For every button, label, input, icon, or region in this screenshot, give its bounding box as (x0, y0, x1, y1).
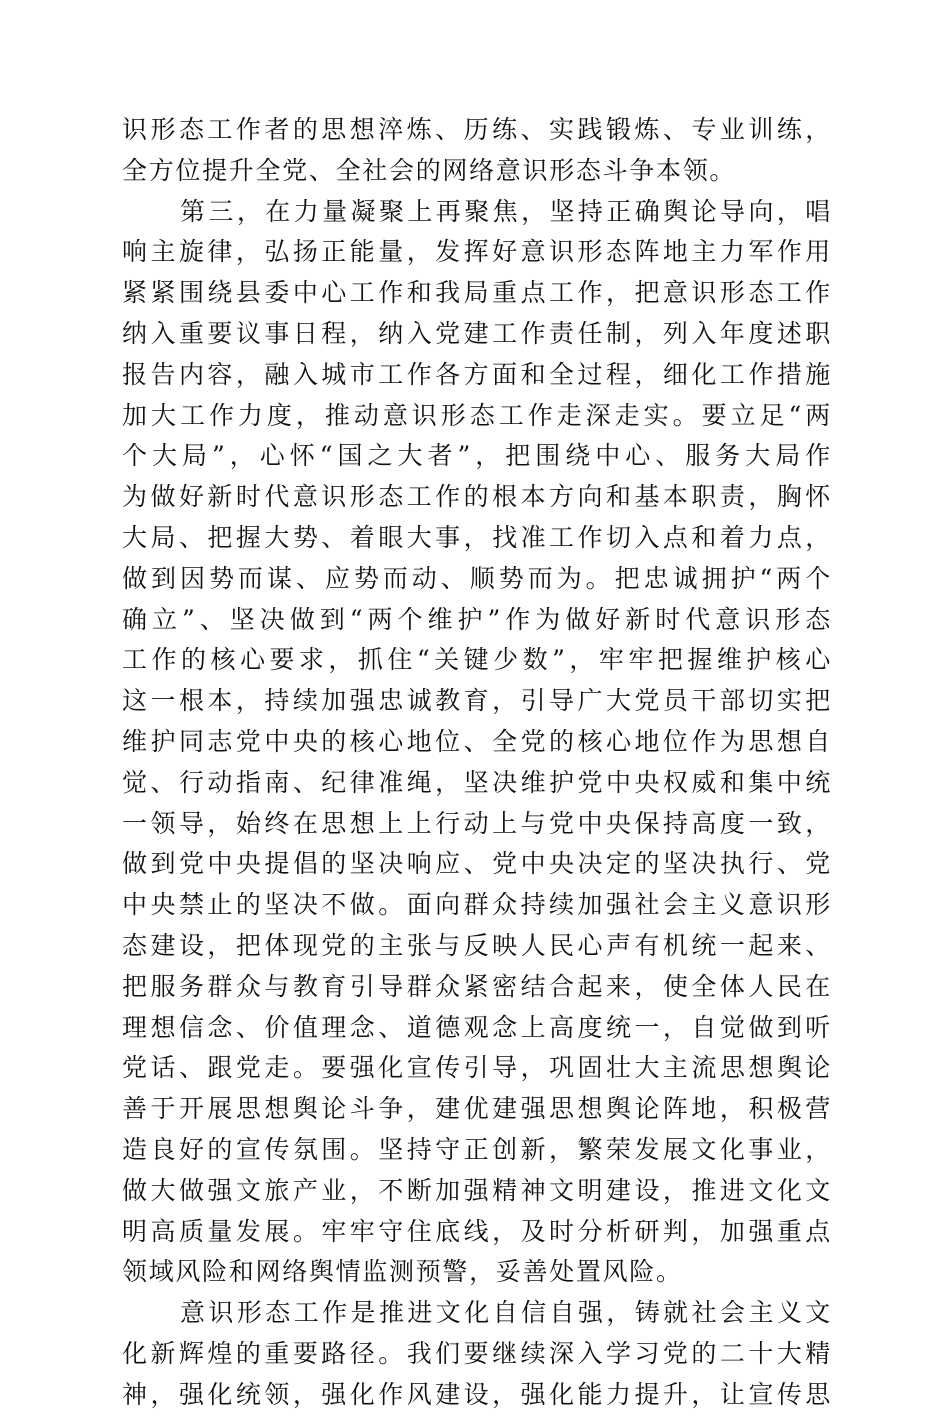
text-line: 报告内容，融入城市工作各方面和全过程，细化工作措施 (122, 359, 832, 389)
text-line: 善于开展思想舆论斗争，建优建强思想舆论阵地，积极营 (122, 1094, 832, 1124)
text-line: 紧紧围绕县委中心工作和我局重点工作，把意识形态工作 (122, 278, 832, 308)
text-line: 维护同志党中央的核心地位、全党的核心地位作为思想自 (122, 726, 832, 756)
text-line: 神，强化统领，强化作风建设，强化能力提升，让宣传思 (122, 1379, 832, 1409)
text-line: 觉、行动指南、纪律准绳，坚决维护党中央权威和集中统 (122, 767, 832, 797)
text-line: 一领导，始终在思想上上行动上与党中央保持高度一致， (122, 808, 832, 838)
text-line: 造良好的宣传氛围。坚持守正创新，繁荣发展文化事业， (122, 1134, 832, 1164)
text-line: 纳入重要议事日程，纳入党建工作责任制，列入年度述职 (122, 318, 832, 348)
text-line: 响主旋律，弘扬正能量，发挥好意识形态阵地主力军作用 (122, 237, 832, 267)
text-line: 党话、跟党走。要强化宣传引导，巩固壮大主流思想舆论 (122, 1053, 832, 1083)
text-line: 识形态工作者的思想淬炼、历练、实践锻炼、专业训练， (122, 115, 832, 144)
text-line: 这一根本，持续加强忠诚教育，引导广大党员干部切实把 (122, 686, 832, 716)
text-line: 把服务群众与教育引导群众紧密结合起来，使全体人民在 (122, 971, 832, 1001)
text-line: 做大做强文旅产业，不断加强精神文明建设，推进文化文 (122, 1175, 832, 1205)
text-line: 确立”、坚决做到“两个维护”作为做好新时代意识形态 (122, 604, 832, 634)
text-line: 化新辉煌的重要路径。我们要继续深入学习党的二十大精 (122, 1338, 832, 1368)
paragraph-first-line: 意识形态工作是推进文化自信自强，铸就社会主义文 (180, 1298, 832, 1328)
body-text (122, 110, 832, 1416)
text-line: 领域风险和网络舆情监测预警，妥善处置风险。 (122, 1257, 683, 1287)
text-line: 大局、把握大势、着眼大事，找准工作切入点和着力点， (122, 522, 832, 552)
text-line: 态建设，把体现党的主张与反映人民心声有机统一起来、 (122, 930, 832, 960)
text-line: 工作的核心要求，抓住“关键少数”，牢牢把握维护核心 (122, 645, 832, 675)
text-line: 明高质量发展。牢牢守住底线，及时分析研判，加强重点 (122, 1216, 832, 1246)
text-line: 做到因势而谋、应势而动、顺势而为。把忠诚拥护“两个 (122, 563, 832, 593)
text-line: 加大工作力度，推动意识形态工作走深走实。要立足“两 (122, 400, 832, 430)
text-line: 中央禁止的坚决不做。面向群众持续加强社会主义意识形 (122, 890, 832, 920)
paragraph-first-line: 第三，在力量凝聚上再聚焦，坚持正确舆论导向，唱 (180, 196, 832, 226)
text-line: 理想信念、价值理念、道德观念上高度统一，自觉做到听 (122, 1012, 832, 1042)
text-line: 全方位提升全党、全社会的网络意识形态斗争本领。 (122, 155, 737, 185)
text-line: 个大局”，心怀“国之大者”，把围绕中心、服务大局作 (122, 441, 832, 471)
text-line: 做到党中央提倡的坚决响应、党中央决定的坚决执行、党 (122, 849, 832, 879)
text-line: 为做好新时代意识形态工作的根本方向和基本职责，胸怀 (122, 482, 832, 512)
